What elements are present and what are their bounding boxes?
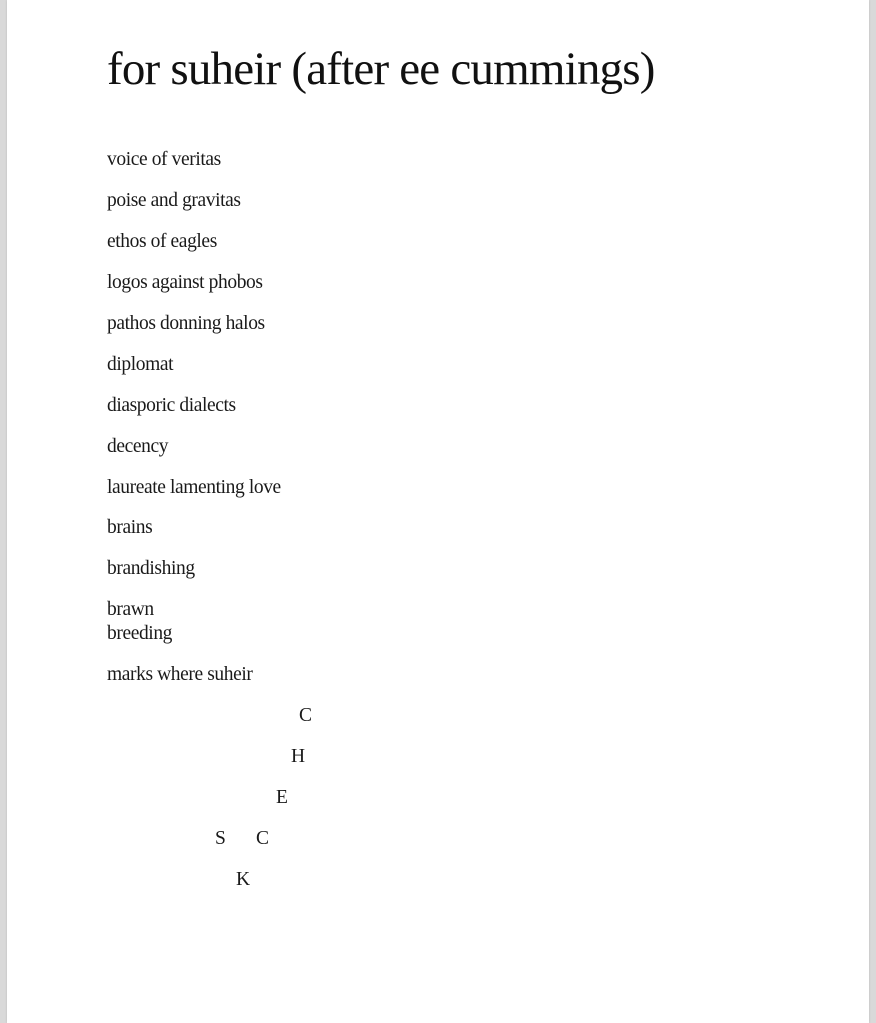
poem-line: logos against phobos: [107, 272, 263, 293]
poem-line: pathos donning halos: [107, 313, 265, 334]
poem-line: brandishing: [107, 558, 195, 579]
poem-line: voice of veritas: [107, 149, 221, 170]
falling-letter: C: [299, 705, 313, 726]
document-page: [7, 0, 869, 1023]
falling-letter: C: [256, 828, 270, 849]
falling-letter: E: [276, 787, 288, 808]
poem-line: marks where suheir: [107, 664, 253, 685]
falling-letter: K: [236, 869, 251, 890]
poem-line: laureate lamenting love: [107, 477, 281, 498]
poem-line: brawn: [107, 599, 154, 620]
poem-line: breeding: [107, 623, 173, 644]
poem-line: diplomat: [107, 354, 174, 375]
poem-line: ethos of eagles: [107, 231, 217, 252]
poem-line: brains: [107, 517, 153, 538]
poem-line: decency: [107, 436, 169, 457]
poem-title: for suheir (after ee cummings): [107, 43, 655, 95]
poem-line: diasporic dialects: [107, 395, 236, 416]
falling-letter: H: [291, 746, 306, 767]
falling-letter: S: [215, 828, 226, 849]
poem-line: poise and gravitas: [107, 190, 241, 211]
